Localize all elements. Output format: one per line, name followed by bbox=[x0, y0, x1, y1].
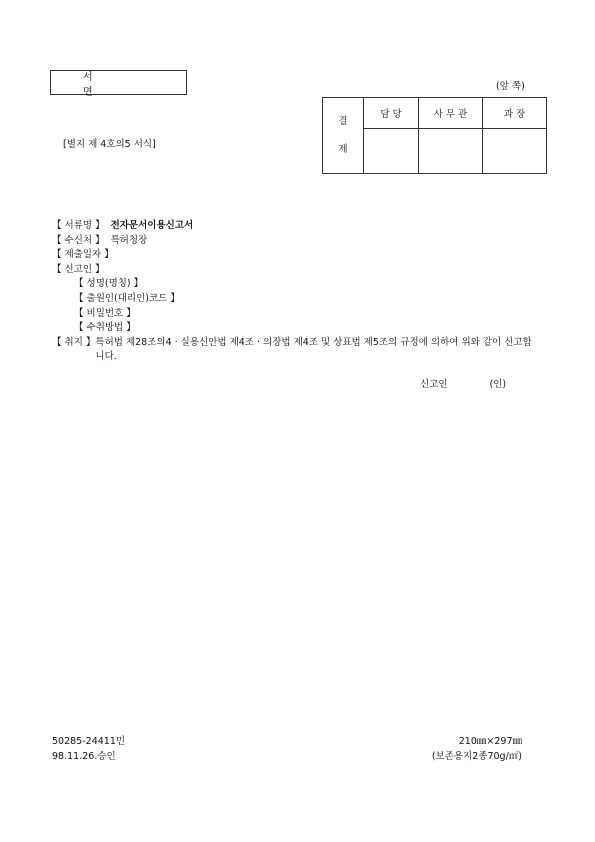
subfield-password bbox=[52, 307, 535, 322]
footer-left bbox=[52, 735, 125, 764]
field-value: 특허청장 bbox=[110, 234, 148, 246]
form-code: 50285-24411민 bbox=[52, 736, 126, 747]
signature-line bbox=[420, 376, 506, 390]
approval-sign-staff[interactable] bbox=[364, 129, 419, 174]
approval-table bbox=[322, 97, 547, 174]
field-label: 【 서류명 】 bbox=[52, 220, 105, 231]
subfield-code bbox=[52, 292, 535, 307]
approval-sign-chief[interactable] bbox=[483, 129, 547, 174]
approval-label-bottom: 제 bbox=[338, 143, 348, 155]
approval-col-chief: 과 장 bbox=[483, 98, 547, 129]
field-label: 【 제출일자 】 bbox=[52, 249, 114, 261]
purpose-label: 【 취지 】 bbox=[52, 336, 96, 348]
approval-col-staff: 담 당 bbox=[364, 98, 419, 129]
field-label: 【 비밀번호 】 bbox=[74, 307, 136, 319]
field-label: 【 수취방법 】 bbox=[74, 322, 136, 334]
document-type-box bbox=[50, 70, 187, 98]
approval-label-top: 결 bbox=[338, 115, 348, 127]
approval-date: 98.11.26.승인 bbox=[52, 750, 116, 762]
form-fields bbox=[52, 219, 535, 365]
field-purpose bbox=[52, 336, 535, 365]
field-label: 【 수신처 】 bbox=[52, 234, 105, 246]
field-label: 【 신고인 】 bbox=[52, 263, 105, 275]
field-submission-date bbox=[52, 248, 535, 263]
subfield-name bbox=[52, 277, 535, 292]
field-label: 【 출원인(대리인)코드 】 bbox=[74, 292, 180, 304]
signer-label: 신고인 bbox=[420, 379, 448, 390]
field-applicant bbox=[52, 263, 535, 278]
purpose-text: 특허법 제28조의4 · 실용신안법 제4조 · 의장법 제4조 및 상표법 제5조의 규정에 의하여 위와 같이 신고합니다. bbox=[95, 336, 532, 363]
paper-size: 210㎜×297㎜ bbox=[458, 736, 522, 747]
approval-col-officer: 사 무 관 bbox=[419, 98, 483, 129]
field-document-name bbox=[52, 219, 535, 234]
footer-right bbox=[420, 735, 522, 764]
field-label: 【 성명(명칭) 】 bbox=[74, 278, 144, 290]
page-side-label: (앞 쪽) bbox=[496, 81, 525, 92]
document-type: 서 면 bbox=[83, 71, 125, 98]
subfield-receipt-method bbox=[52, 321, 535, 336]
field-value: 전자문서이용신고서 bbox=[110, 220, 194, 231]
seal-mark: (인) bbox=[489, 379, 507, 390]
approval-sign-officer[interactable] bbox=[419, 129, 483, 174]
paper-type: (보존용지2종70g/㎡) bbox=[431, 750, 522, 762]
approval-label bbox=[323, 98, 364, 174]
form-number: [별지 제 4호의5 서식] bbox=[63, 139, 156, 150]
field-recipient bbox=[52, 234, 535, 249]
